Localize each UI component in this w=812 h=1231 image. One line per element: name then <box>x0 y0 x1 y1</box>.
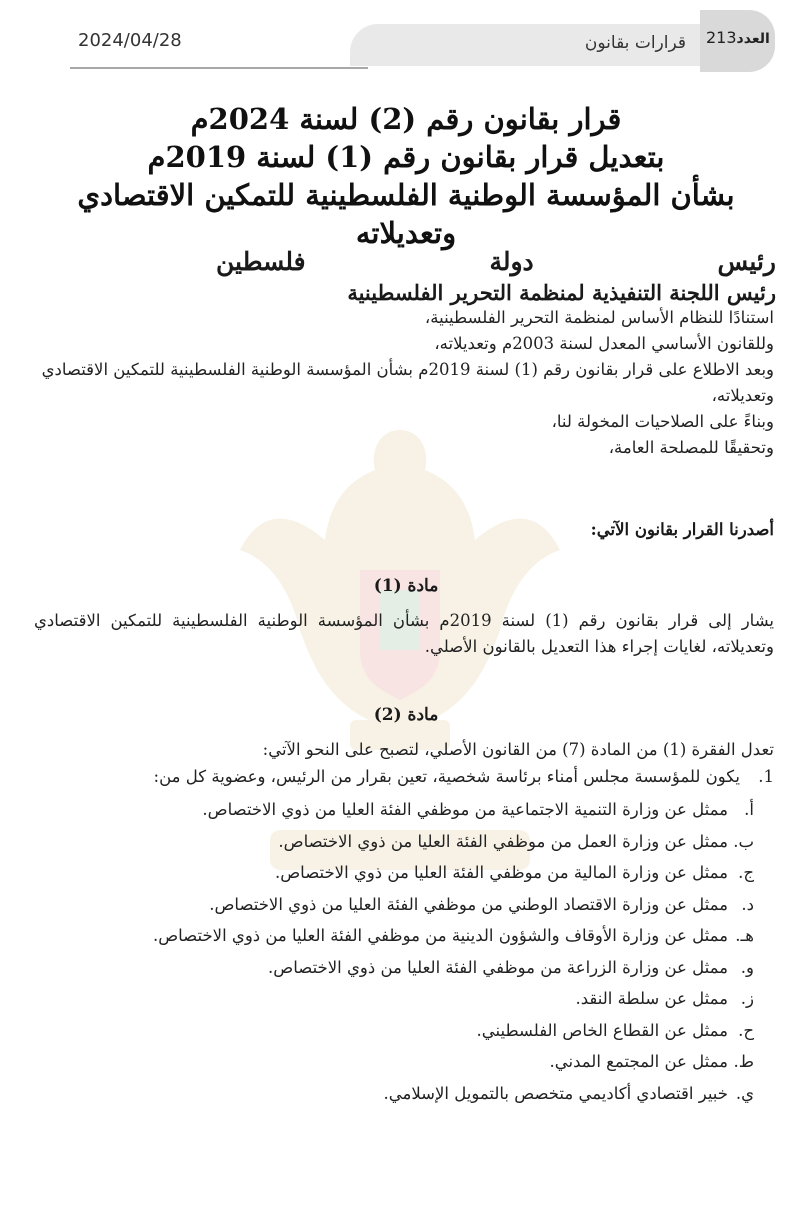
header-date: 2024/04/28 <box>78 30 182 51</box>
document-title <box>30 100 782 252</box>
preamble-line: استنادًا للنظام الأساس لمنظمة التحرير الفلسطينية، <box>424 308 774 327</box>
declaration: أصدرنا القرار بقانون الآتي: <box>590 520 774 539</box>
list-letter: و. <box>740 957 754 977</box>
list-text: ممثل عن القطاع الخاص الفلسطيني. <box>476 1020 728 1040</box>
list-item <box>54 1078 754 1110</box>
header-rule <box>70 67 368 69</box>
list-letter: د. <box>741 894 754 914</box>
list-letter: ب. <box>733 831 754 851</box>
section-title: قرارات بقانون <box>584 33 686 53</box>
list-item <box>54 952 754 984</box>
issuer-line-plo: رئيس اللجنة التنفيذية لمنظمة التحرير الفلسطينية <box>347 280 776 305</box>
list-text: ممثل عن وزارة الزراعة من موظفي الفئة العليا من ذوي الاختصاص. <box>268 957 728 977</box>
header-band <box>350 24 706 66</box>
board-members-list <box>54 794 754 1109</box>
preamble-line: وللقانون الأساسي المعدل لسنة 2003م وتعديلاته، <box>434 334 774 353</box>
issuer-line-president: رئيس دولة فلسطين <box>216 247 776 276</box>
article-1-title: مادة (1) <box>373 576 439 596</box>
list-text: ممثل عن سلطة النقد. <box>575 989 728 1008</box>
title-line-2: بتعديل قرار بقانون رقم (1) لسنة 2019م <box>147 140 665 174</box>
list-text: ممثل عن وزارة التنمية الاجتماعية من موظفي الفئة العليا من ذوي الاختصاص. <box>202 800 728 819</box>
list-item <box>54 857 754 889</box>
issuer-block <box>216 246 776 308</box>
list-text: خبير اقتصادي أكاديمي متخصص بالتمويل الإسلامي. <box>383 1083 728 1103</box>
article-2-intro: تعدل الفقرة (1) من المادة (7) من القانون الأصلي، لتصبح على النحو الآتي: <box>262 740 774 759</box>
list-letter: ز. <box>740 989 754 1008</box>
preamble-line: وبعد الاطلاع على قرار بقانون رقم (1) لسنة 2019م بشأن المؤسسة الوطنية الفلسطينية للتمكين الاقتصادي وتعديلاته، <box>41 360 774 405</box>
issue-number-block <box>706 28 770 47</box>
paragraph-text: يكون للمؤسسة مجلس أمناء برئاسة شخصية، تعين بقرار من الرئيس، وعضوية كل من: <box>153 767 740 786</box>
article-1-text: يشار إلى قرار بقانون رقم (1) لسنة 2019م بشأن المؤسسة الوطنية الفلسطينية للتمكين الاقتصادي وتعديلاته، لغايات إجراء هذا التعديل بالقانون الأصلي. <box>34 611 774 656</box>
list-text: ممثل عن وزارة الأوقاف والشؤون الدينية من موظفي الفئة العليا من ذوي الاختصاص. <box>152 926 728 945</box>
list-text: ممثل عن وزارة الاقتصاد الوطني من موظفي الفئة العليا من ذوي الاختصاص. <box>209 894 728 914</box>
list-text: ممثل عن وزارة المالية من موظفي الفئة العليا من ذوي الاختصاص. <box>274 863 728 882</box>
preamble-line: وبناءً على الصلاحيات المخولة لنا، <box>551 412 774 431</box>
list-letter: ج. <box>738 863 754 882</box>
issue-number: 213 <box>706 28 737 47</box>
list-letter: ي. <box>735 1083 754 1103</box>
list-item <box>54 826 754 858</box>
preamble-line: وتحقيقًا للمصلحة العامة، <box>608 438 774 457</box>
list-item <box>54 794 754 826</box>
list-letter: أ. <box>744 800 754 819</box>
list-letter: ط. <box>733 1052 754 1071</box>
list-text: ممثل عن المجتمع المدني. <box>549 1052 728 1071</box>
list-letter: هـ. <box>735 926 754 945</box>
list-item <box>54 983 754 1015</box>
list-letter: ح. <box>738 1020 754 1040</box>
list-text: ممثل عن وزارة العمل من موظفي الفئة العليا من ذوي الاختصاص. <box>278 831 728 851</box>
paragraph-1 <box>34 764 774 790</box>
article-2-title: مادة (2) <box>373 705 439 725</box>
list-item <box>54 1015 754 1047</box>
title-line-3: بشأن المؤسسة الوطنية الفلسطينية للتمكين الاقتصادي وتعديلاته <box>77 178 735 250</box>
list-item <box>54 1046 754 1078</box>
title-line-1: قرار بقانون رقم (2) لسنة 2024م <box>190 102 622 136</box>
list-item <box>54 920 754 952</box>
issue-label: العدد <box>736 31 770 47</box>
paragraph-number: 1. <box>758 767 774 786</box>
list-item <box>54 889 754 921</box>
preamble <box>34 305 774 461</box>
